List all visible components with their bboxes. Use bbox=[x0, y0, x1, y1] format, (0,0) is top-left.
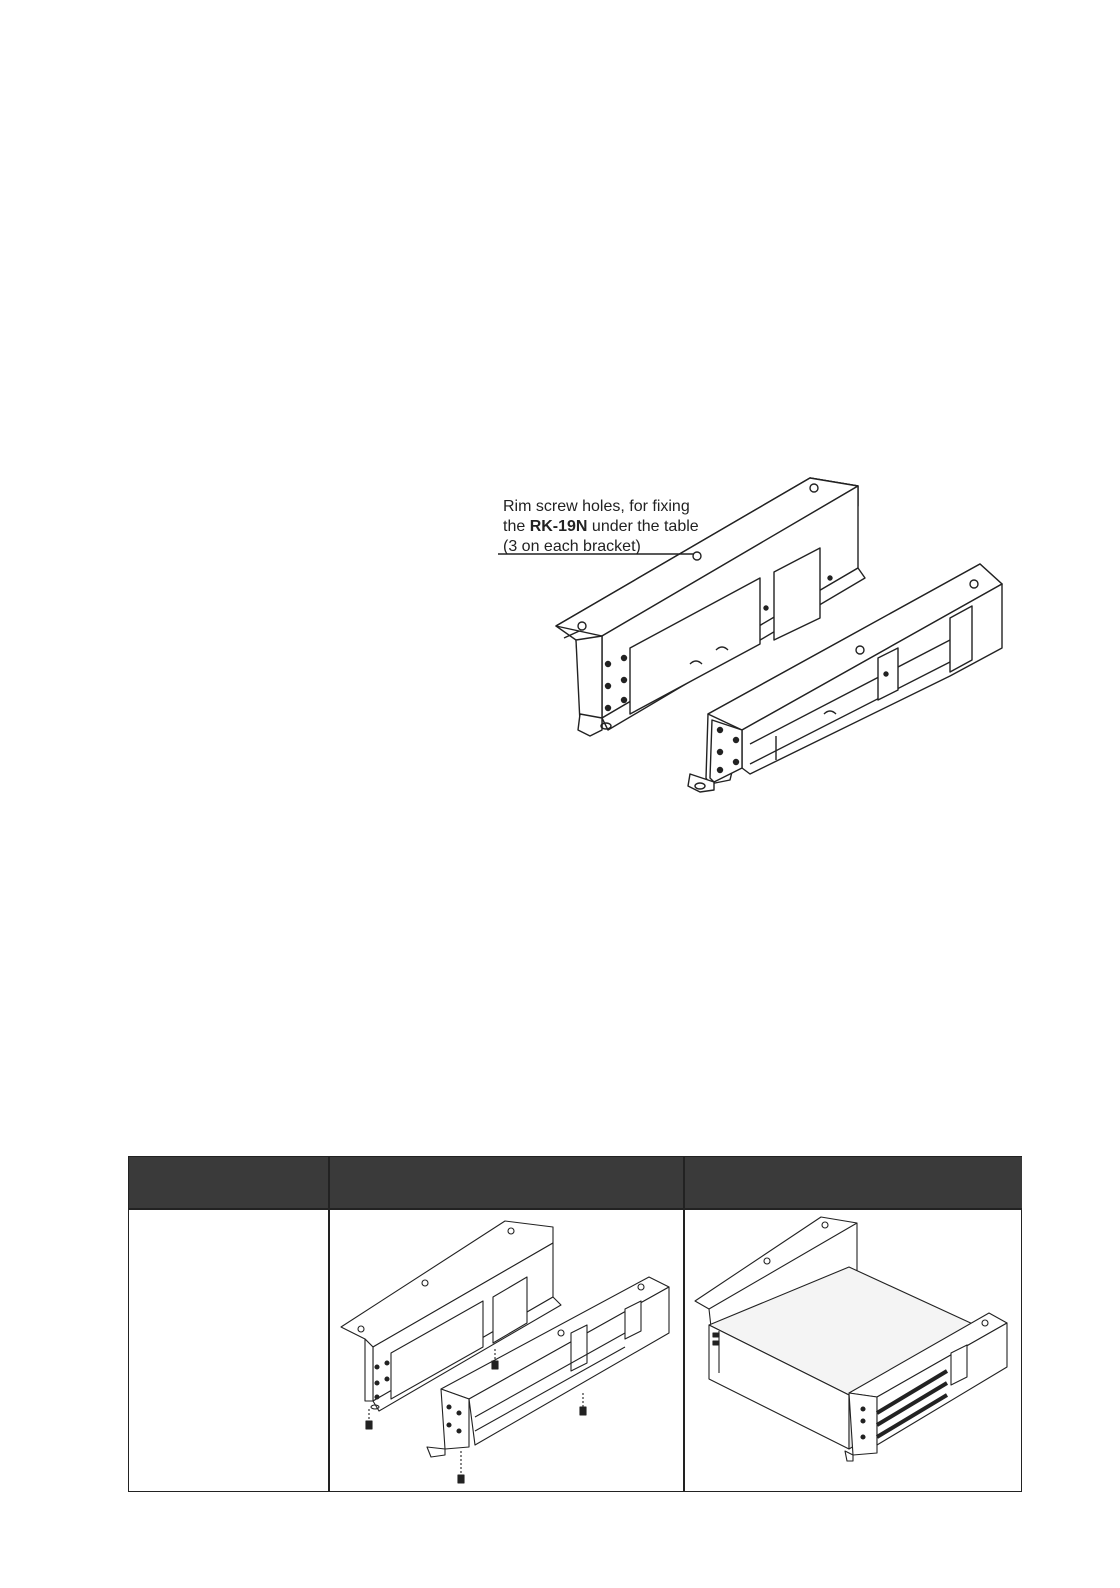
product-name: RK-19N bbox=[529, 518, 588, 535]
callout-line-1: Rim screw holes, for fixing bbox=[503, 498, 690, 515]
callout-line-3: (3 on each bracket) bbox=[503, 538, 641, 555]
brackets-with-screws-figure bbox=[335, 1213, 675, 1489]
table-header-cell-3 bbox=[685, 1157, 1022, 1208]
table-header-cell-1 bbox=[129, 1157, 328, 1208]
table-row-step-cell bbox=[129, 1210, 327, 1491]
installation-table bbox=[128, 1156, 1022, 1492]
brackets-mounted-figure bbox=[689, 1213, 1019, 1489]
table-header-cell-2 bbox=[330, 1157, 683, 1208]
callout-text bbox=[503, 497, 699, 557]
callout-line-2: the RK-19N under the table bbox=[503, 518, 699, 535]
